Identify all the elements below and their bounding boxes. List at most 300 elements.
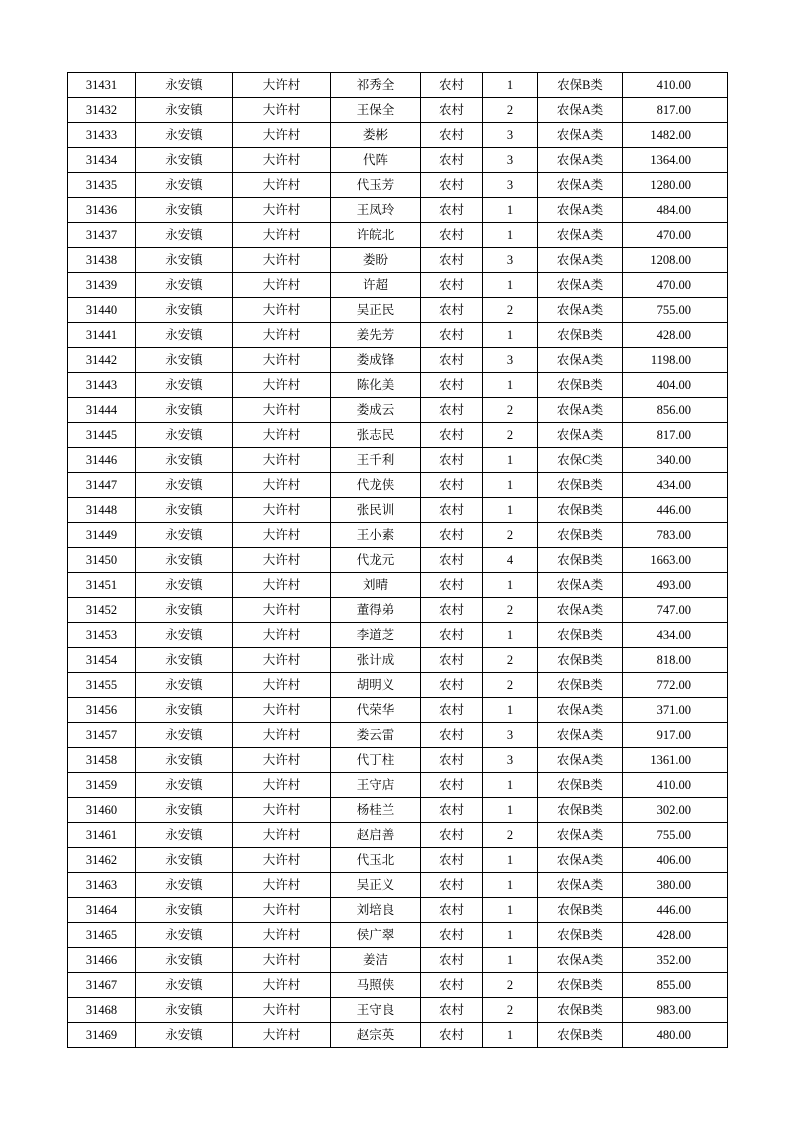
cell-name: 许超 [331, 273, 421, 298]
cell-category: 农保B类 [538, 1023, 623, 1048]
cell-name: 王凤玲 [331, 198, 421, 223]
cell-name: 陈化美 [331, 373, 421, 398]
cell-name: 张计成 [331, 648, 421, 673]
cell-id: 31438 [68, 248, 136, 273]
table-row [68, 748, 728, 773]
cell-town: 永安镇 [136, 448, 233, 473]
cell-type: 农村 [421, 148, 483, 173]
cell-category: 农保A类 [538, 823, 623, 848]
cell-id: 31461 [68, 823, 136, 848]
cell-type: 农村 [421, 898, 483, 923]
cell-name: 许皖北 [331, 223, 421, 248]
table-row [68, 648, 728, 673]
document-page [67, 72, 728, 1048]
cell-id: 31434 [68, 148, 136, 173]
cell-category: 农保A类 [538, 598, 623, 623]
cell-amount: 1482.00 [623, 123, 728, 148]
cell-town: 永安镇 [136, 548, 233, 573]
cell-id: 31450 [68, 548, 136, 573]
cell-category: 农保B类 [538, 998, 623, 1023]
cell-type: 农村 [421, 648, 483, 673]
table-row [68, 273, 728, 298]
cell-type: 农村 [421, 873, 483, 898]
table-row [68, 98, 728, 123]
cell-count: 2 [483, 298, 538, 323]
cell-town: 永安镇 [136, 523, 233, 548]
cell-amount: 484.00 [623, 198, 728, 223]
table-row [68, 148, 728, 173]
cell-name: 侯广翠 [331, 923, 421, 948]
table-row [68, 373, 728, 398]
cell-name: 姜洁 [331, 948, 421, 973]
cell-count: 4 [483, 548, 538, 573]
cell-name: 王守店 [331, 773, 421, 798]
cell-id: 31455 [68, 673, 136, 698]
cell-count: 2 [483, 973, 538, 998]
cell-type: 农村 [421, 623, 483, 648]
cell-count: 1 [483, 323, 538, 348]
cell-village: 大许村 [233, 148, 331, 173]
cell-id: 31456 [68, 698, 136, 723]
cell-category: 农保B类 [538, 623, 623, 648]
cell-amount: 772.00 [623, 673, 728, 698]
cell-count: 2 [483, 648, 538, 673]
cell-town: 永安镇 [136, 748, 233, 773]
cell-count: 1 [483, 448, 538, 473]
cell-type: 农村 [421, 598, 483, 623]
cell-village: 大许村 [233, 948, 331, 973]
cell-village: 大许村 [233, 348, 331, 373]
cell-category: 农保B类 [538, 923, 623, 948]
cell-category: 农保A类 [538, 723, 623, 748]
cell-type: 农村 [421, 848, 483, 873]
cell-town: 永安镇 [136, 823, 233, 848]
cell-town: 永安镇 [136, 323, 233, 348]
cell-name: 娄盼 [331, 248, 421, 273]
cell-id: 31431 [68, 73, 136, 98]
cell-name: 王保全 [331, 98, 421, 123]
cell-village: 大许村 [233, 423, 331, 448]
cell-category: 农保C类 [538, 448, 623, 473]
cell-name: 代龙元 [331, 548, 421, 573]
cell-id: 31439 [68, 273, 136, 298]
cell-category: 农保A类 [538, 573, 623, 598]
cell-name: 王千利 [331, 448, 421, 473]
cell-town: 永安镇 [136, 573, 233, 598]
cell-type: 农村 [421, 273, 483, 298]
cell-name: 娄云雷 [331, 723, 421, 748]
cell-id: 31435 [68, 173, 136, 198]
cell-count: 1 [483, 73, 538, 98]
cell-name: 赵宗英 [331, 1023, 421, 1048]
table-row [68, 498, 728, 523]
cell-town: 永安镇 [136, 423, 233, 448]
cell-id: 31451 [68, 573, 136, 598]
cell-village: 大许村 [233, 798, 331, 823]
cell-village: 大许村 [233, 573, 331, 598]
cell-category: 农保B类 [538, 773, 623, 798]
cell-village: 大许村 [233, 973, 331, 998]
table-row [68, 573, 728, 598]
cell-name: 王小素 [331, 523, 421, 548]
cell-count: 3 [483, 123, 538, 148]
cell-village: 大许村 [233, 848, 331, 873]
table-row [68, 798, 728, 823]
cell-town: 永安镇 [136, 123, 233, 148]
cell-village: 大许村 [233, 823, 331, 848]
cell-town: 永安镇 [136, 973, 233, 998]
cell-count: 3 [483, 248, 538, 273]
cell-category: 农保B类 [538, 373, 623, 398]
cell-type: 农村 [421, 323, 483, 348]
cell-type: 农村 [421, 723, 483, 748]
cell-name: 代阵 [331, 148, 421, 173]
cell-name: 张志民 [331, 423, 421, 448]
cell-id: 31442 [68, 348, 136, 373]
table-row [68, 198, 728, 223]
table-row [68, 923, 728, 948]
cell-category: 农保A类 [538, 948, 623, 973]
table-row [68, 448, 728, 473]
cell-type: 农村 [421, 348, 483, 373]
cell-town: 永安镇 [136, 473, 233, 498]
cell-count: 1 [483, 198, 538, 223]
table-row [68, 123, 728, 148]
cell-id: 31460 [68, 798, 136, 823]
cell-count: 1 [483, 573, 538, 598]
cell-id: 31452 [68, 598, 136, 623]
cell-village: 大许村 [233, 123, 331, 148]
cell-village: 大许村 [233, 623, 331, 648]
cell-town: 永安镇 [136, 73, 233, 98]
cell-name: 胡明义 [331, 673, 421, 698]
cell-amount: 446.00 [623, 898, 728, 923]
cell-category: 农保B类 [538, 473, 623, 498]
cell-town: 永安镇 [136, 648, 233, 673]
table-row [68, 173, 728, 198]
cell-name: 张民训 [331, 498, 421, 523]
table-row [68, 298, 728, 323]
cell-id: 31453 [68, 623, 136, 648]
cell-count: 1 [483, 948, 538, 973]
cell-category: 农保B类 [538, 798, 623, 823]
cell-name: 代玉北 [331, 848, 421, 873]
cell-town: 永安镇 [136, 898, 233, 923]
cell-type: 农村 [421, 73, 483, 98]
cell-amount: 1280.00 [623, 173, 728, 198]
cell-amount: 434.00 [623, 623, 728, 648]
cell-name: 娄彬 [331, 123, 421, 148]
cell-name: 董得弟 [331, 598, 421, 623]
cell-town: 永安镇 [136, 773, 233, 798]
cell-count: 1 [483, 1023, 538, 1048]
cell-type: 农村 [421, 973, 483, 998]
cell-name: 娄成锋 [331, 348, 421, 373]
cell-category: 农保B类 [538, 898, 623, 923]
cell-category: 农保B类 [538, 523, 623, 548]
table-row [68, 823, 728, 848]
cell-id: 31457 [68, 723, 136, 748]
table-row [68, 898, 728, 923]
cell-type: 农村 [421, 173, 483, 198]
cell-type: 农村 [421, 473, 483, 498]
cell-village: 大许村 [233, 73, 331, 98]
cell-amount: 1208.00 [623, 248, 728, 273]
cell-village: 大许村 [233, 1023, 331, 1048]
cell-type: 农村 [421, 498, 483, 523]
cell-count: 1 [483, 223, 538, 248]
cell-town: 永安镇 [136, 798, 233, 823]
cell-name: 杨桂兰 [331, 798, 421, 823]
table-row [68, 948, 728, 973]
cell-name: 代龙侠 [331, 473, 421, 498]
cell-type: 农村 [421, 948, 483, 973]
cell-count: 1 [483, 373, 538, 398]
cell-category: 农保A类 [538, 123, 623, 148]
cell-category: 农保B类 [538, 73, 623, 98]
cell-id: 31440 [68, 298, 136, 323]
cell-village: 大许村 [233, 323, 331, 348]
cell-amount: 410.00 [623, 73, 728, 98]
cell-village: 大许村 [233, 373, 331, 398]
cell-amount: 470.00 [623, 273, 728, 298]
cell-village: 大许村 [233, 548, 331, 573]
cell-category: 农保B类 [538, 323, 623, 348]
cell-name: 代丁柱 [331, 748, 421, 773]
cell-amount: 380.00 [623, 873, 728, 898]
cell-amount: 493.00 [623, 573, 728, 598]
cell-category: 农保A类 [538, 698, 623, 723]
cell-name: 代玉芳 [331, 173, 421, 198]
cell-category: 农保B类 [538, 973, 623, 998]
cell-amount: 817.00 [623, 98, 728, 123]
cell-type: 农村 [421, 573, 483, 598]
cell-village: 大许村 [233, 998, 331, 1023]
cell-name: 娄成云 [331, 398, 421, 423]
cell-type: 农村 [421, 798, 483, 823]
cell-amount: 371.00 [623, 698, 728, 723]
table-row [68, 473, 728, 498]
cell-id: 31447 [68, 473, 136, 498]
cell-count: 2 [483, 598, 538, 623]
cell-count: 2 [483, 523, 538, 548]
table-row [68, 348, 728, 373]
cell-village: 大许村 [233, 173, 331, 198]
cell-count: 1 [483, 898, 538, 923]
cell-count: 1 [483, 273, 538, 298]
cell-id: 31437 [68, 223, 136, 248]
cell-amount: 434.00 [623, 473, 728, 498]
cell-town: 永安镇 [136, 848, 233, 873]
cell-category: 农保B类 [538, 673, 623, 698]
cell-category: 农保A类 [538, 848, 623, 873]
table-row [68, 873, 728, 898]
cell-town: 永安镇 [136, 873, 233, 898]
cell-type: 农村 [421, 548, 483, 573]
cell-village: 大许村 [233, 298, 331, 323]
cell-town: 永安镇 [136, 298, 233, 323]
cell-count: 1 [483, 923, 538, 948]
cell-id: 31466 [68, 948, 136, 973]
cell-town: 永安镇 [136, 498, 233, 523]
cell-type: 农村 [421, 1023, 483, 1048]
cell-town: 永安镇 [136, 198, 233, 223]
cell-id: 31449 [68, 523, 136, 548]
table-row [68, 723, 728, 748]
table-row [68, 523, 728, 548]
cell-village: 大许村 [233, 398, 331, 423]
cell-type: 农村 [421, 698, 483, 723]
cell-town: 永安镇 [136, 723, 233, 748]
cell-count: 3 [483, 348, 538, 373]
cell-amount: 428.00 [623, 923, 728, 948]
cell-id: 31465 [68, 923, 136, 948]
cell-amount: 783.00 [623, 523, 728, 548]
cell-town: 永安镇 [136, 923, 233, 948]
cell-category: 农保A类 [538, 748, 623, 773]
cell-town: 永安镇 [136, 948, 233, 973]
cell-type: 农村 [421, 248, 483, 273]
cell-amount: 480.00 [623, 1023, 728, 1048]
cell-count: 3 [483, 173, 538, 198]
table-row [68, 673, 728, 698]
table-row [68, 773, 728, 798]
cell-count: 1 [483, 698, 538, 723]
cell-name: 祁秀全 [331, 73, 421, 98]
table-row [68, 698, 728, 723]
cell-village: 大许村 [233, 223, 331, 248]
cell-category: 农保A类 [538, 873, 623, 898]
cell-village: 大许村 [233, 748, 331, 773]
cell-count: 2 [483, 823, 538, 848]
cell-type: 农村 [421, 923, 483, 948]
cell-category: 农保A类 [538, 348, 623, 373]
cell-amount: 817.00 [623, 423, 728, 448]
cell-amount: 340.00 [623, 448, 728, 473]
table-row [68, 548, 728, 573]
cell-village: 大许村 [233, 698, 331, 723]
cell-town: 永安镇 [136, 348, 233, 373]
table-row [68, 998, 728, 1023]
cell-count: 3 [483, 723, 538, 748]
cell-id: 31463 [68, 873, 136, 898]
cell-count: 3 [483, 148, 538, 173]
cell-village: 大许村 [233, 273, 331, 298]
cell-town: 永安镇 [136, 173, 233, 198]
cell-name: 吴正义 [331, 873, 421, 898]
cell-amount: 1198.00 [623, 348, 728, 373]
cell-category: 农保A类 [538, 423, 623, 448]
cell-id: 31467 [68, 973, 136, 998]
table-row [68, 848, 728, 873]
table-row [68, 973, 728, 998]
cell-amount: 428.00 [623, 323, 728, 348]
cell-id: 31446 [68, 448, 136, 473]
cell-village: 大许村 [233, 473, 331, 498]
cell-village: 大许村 [233, 98, 331, 123]
cell-town: 永安镇 [136, 698, 233, 723]
cell-count: 2 [483, 673, 538, 698]
cell-id: 31444 [68, 398, 136, 423]
cell-name: 刘晴 [331, 573, 421, 598]
cell-name: 吴正民 [331, 298, 421, 323]
cell-amount: 446.00 [623, 498, 728, 523]
cell-name: 马照侠 [331, 973, 421, 998]
cell-id: 31448 [68, 498, 136, 523]
cell-count: 1 [483, 848, 538, 873]
cell-village: 大许村 [233, 198, 331, 223]
cell-category: 农保B类 [538, 548, 623, 573]
cell-type: 农村 [421, 423, 483, 448]
table-row [68, 398, 728, 423]
cell-amount: 1364.00 [623, 148, 728, 173]
cell-id: 31459 [68, 773, 136, 798]
cell-name: 赵启善 [331, 823, 421, 848]
table-body [68, 73, 728, 1048]
cell-village: 大许村 [233, 248, 331, 273]
cell-type: 农村 [421, 398, 483, 423]
cell-count: 1 [483, 873, 538, 898]
cell-type: 农村 [421, 673, 483, 698]
table-row [68, 323, 728, 348]
table-row [68, 623, 728, 648]
cell-id: 31458 [68, 748, 136, 773]
cell-category: 农保A类 [538, 248, 623, 273]
cell-category: 农保B类 [538, 498, 623, 523]
cell-town: 永安镇 [136, 598, 233, 623]
cell-type: 农村 [421, 823, 483, 848]
cell-category: 农保A类 [538, 298, 623, 323]
cell-village: 大许村 [233, 923, 331, 948]
cell-id: 31433 [68, 123, 136, 148]
table-row [68, 598, 728, 623]
cell-amount: 404.00 [623, 373, 728, 398]
cell-category: 农保A类 [538, 398, 623, 423]
cell-category: 农保A类 [538, 173, 623, 198]
cell-village: 大许村 [233, 598, 331, 623]
cell-id: 31441 [68, 323, 136, 348]
cell-village: 大许村 [233, 498, 331, 523]
cell-id: 31464 [68, 898, 136, 923]
cell-count: 2 [483, 98, 538, 123]
cell-id: 31454 [68, 648, 136, 673]
cell-type: 农村 [421, 373, 483, 398]
cell-id: 31445 [68, 423, 136, 448]
cell-name: 刘培良 [331, 898, 421, 923]
cell-town: 永安镇 [136, 673, 233, 698]
cell-amount: 755.00 [623, 823, 728, 848]
cell-town: 永安镇 [136, 373, 233, 398]
cell-count: 2 [483, 398, 538, 423]
cell-village: 大许村 [233, 648, 331, 673]
cell-type: 农村 [421, 523, 483, 548]
cell-id: 31469 [68, 1023, 136, 1048]
cell-town: 永安镇 [136, 1023, 233, 1048]
cell-count: 1 [483, 473, 538, 498]
cell-amount: 747.00 [623, 598, 728, 623]
cell-village: 大许村 [233, 873, 331, 898]
cell-amount: 983.00 [623, 998, 728, 1023]
cell-id: 31462 [68, 848, 136, 873]
cell-town: 永安镇 [136, 248, 233, 273]
table-row [68, 1023, 728, 1048]
cell-town: 永安镇 [136, 98, 233, 123]
cell-category: 农保A类 [538, 273, 623, 298]
cell-amount: 1663.00 [623, 548, 728, 573]
cell-name: 李道芝 [331, 623, 421, 648]
cell-type: 农村 [421, 748, 483, 773]
cell-town: 永安镇 [136, 223, 233, 248]
